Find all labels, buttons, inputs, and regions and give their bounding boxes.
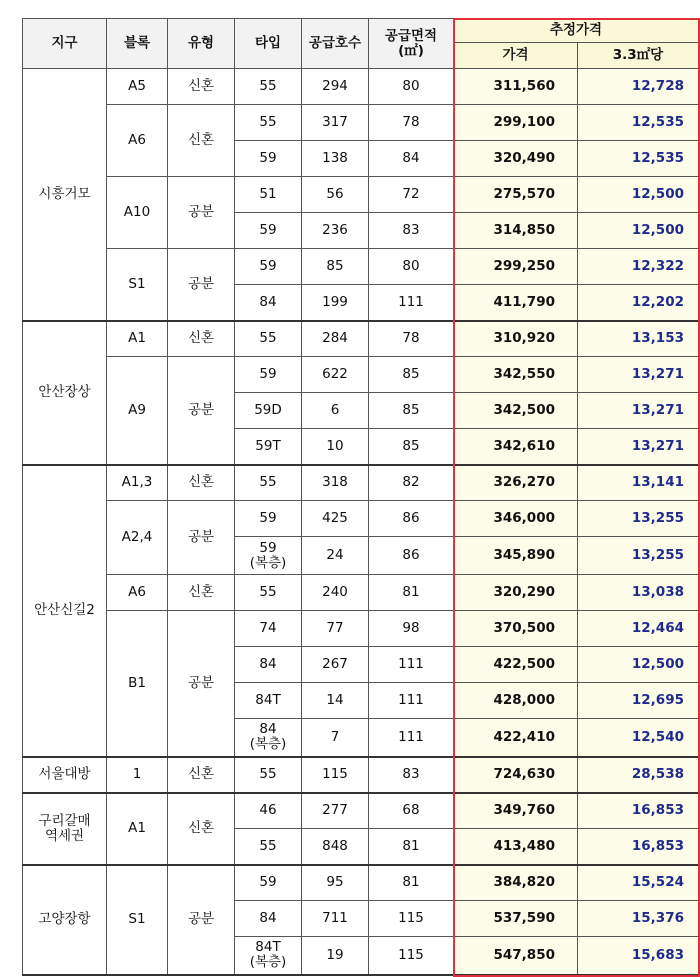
price-per-area-cell: 12,695 [578,683,699,719]
table-row [23,465,699,501]
price-cell: 299,100 [454,105,578,141]
unit-type-text: 59 [259,222,277,238]
price-per-area-cell: 15,376 [578,901,699,937]
supply-area-cell: 83 [369,757,454,793]
unit-type-text: (복층) [249,554,287,571]
price-cell: 346,000 [454,501,578,537]
supply-area-cell: 84 [369,141,454,177]
block-cell: B1 [107,611,168,757]
block-cell: A9 [107,357,168,465]
price-cell: 320,290 [454,575,578,611]
block-cell: S1 [107,865,168,975]
supply-count-cell: 294 [302,69,369,105]
block-cell: A6 [107,575,168,611]
estimated-price-table [22,18,699,976]
unit-type-cell [235,937,302,975]
supply-count-cell: 19 [302,937,369,975]
unit-type-text: 59 [259,539,277,556]
supply-area-cell: 80 [369,249,454,285]
block-cell: A10 [107,177,168,249]
price-cell: 342,610 [454,429,578,465]
price-per-area-cell: 12,535 [578,141,699,177]
supply-count-cell: 138 [302,141,369,177]
block-cell: S1 [107,249,168,321]
table-row [23,105,699,141]
supply-count-cell: 77 [302,611,369,647]
unit-type-cell [235,537,302,575]
price-per-area-cell: 13,153 [578,321,699,357]
price-cell: 422,410 [454,719,578,757]
price-cell: 299,250 [454,249,578,285]
unit-type-cell [235,69,302,105]
unit-type-text: 51 [259,186,277,202]
price-per-area-cell: 13,141 [578,465,699,501]
table-row [23,611,699,647]
price-per-area-cell: 12,322 [578,249,699,285]
header-price-per-area: 3.3㎡당 [578,43,699,69]
district-cell [23,865,107,975]
header-supply-area-label: 공급면적 [384,27,438,44]
supply-area-cell: 85 [369,393,454,429]
unit-type-cell [235,393,302,429]
supply-count-cell: 425 [302,501,369,537]
unit-type-cell [235,465,302,501]
price-cell: 537,590 [454,901,578,937]
district-name: 안산신길2 [34,602,95,618]
supply-area-cell: 111 [369,647,454,683]
table-row [23,757,699,793]
price-cell: 428,000 [454,683,578,719]
supply-area-cell: 78 [369,105,454,141]
supply-type-cell: 공분 [168,177,235,249]
supply-type-cell: 신혼 [168,575,235,611]
price-cell: 342,550 [454,357,578,393]
price-per-area-cell: 16,853 [578,793,699,829]
price-per-area-cell: 12,202 [578,285,699,321]
district-name: 시흥거모 [38,185,91,202]
block-cell: A1 [107,321,168,357]
unit-type-cell [235,321,302,357]
district-name: 고양장항 [38,911,91,927]
price-per-area-cell: 28,538 [578,757,699,793]
unit-type-text: 59 [259,258,277,274]
supply-area-cell: 86 [369,537,454,575]
district-cell [23,465,107,757]
unit-type-text: 55 [259,114,277,130]
supply-type-cell: 공분 [168,865,235,975]
supply-area-cell: 98 [369,611,454,647]
unit-type-cell [235,829,302,865]
price-per-area-cell: 12,500 [578,647,699,683]
unit-type-cell [235,501,302,537]
unit-type-text: 74 [259,620,277,636]
supply-area-cell: 81 [369,829,454,865]
header-estimated-price: 추정가격 [454,19,699,43]
header-block: 블록 [107,19,168,69]
price-cell: 311,560 [454,69,578,105]
supply-count-cell: 236 [302,213,369,249]
price-per-area-cell: 13,038 [578,575,699,611]
supply-count-cell: 10 [302,429,369,465]
table-row [23,249,699,285]
price-per-area-cell: 12,728 [578,69,699,105]
block-cell: 1 [107,757,168,793]
supply-count-cell: 317 [302,105,369,141]
unit-type-text: 84 [259,721,277,738]
unit-type-cell [235,647,302,683]
table-row [23,177,699,213]
unit-type-cell [235,865,302,901]
unit-type-cell [235,793,302,829]
header-price: 가격 [454,43,578,69]
price-per-area-cell: 12,540 [578,719,699,757]
header-supply-count: 공급호수 [302,19,369,69]
supply-area-cell: 86 [369,501,454,537]
price-per-area-cell: 13,255 [578,501,699,537]
supply-type-cell: 신혼 [168,321,235,357]
unit-type-cell [235,213,302,249]
unit-type-cell [235,105,302,141]
supply-count-cell: 277 [302,793,369,829]
unit-type-text: 84 [259,293,277,310]
header-supply-area-unit: (㎡) [398,42,424,59]
price-cell: 275,570 [454,177,578,213]
price-per-area-cell: 12,500 [578,213,699,249]
price-per-area-cell: 13,255 [578,537,699,575]
price-cell: 411,790 [454,285,578,321]
price-per-area-cell: 13,271 [578,357,699,393]
unit-type-text: 84 [259,910,277,926]
price-per-area-cell: 12,535 [578,105,699,141]
district-cell [23,793,107,865]
district-name: 역세권 [44,827,85,844]
price-cell: 320,490 [454,141,578,177]
price-per-area-cell: 12,500 [578,177,699,213]
supply-count-cell: 7 [302,719,369,757]
unit-type-cell [235,177,302,213]
unit-type-text: (복층) [249,736,287,753]
unit-type-text: 84T [255,939,281,956]
block-cell: A6 [107,105,168,177]
table-row [23,575,699,611]
district-cell [23,69,107,321]
supply-type-cell: 신혼 [168,69,235,105]
supply-type-cell: 공분 [168,611,235,757]
district-name: 서울대방 [38,766,91,782]
supply-area-cell: 111 [369,719,454,757]
supply-type-cell: 신혼 [168,465,235,501]
supply-type-cell: 신혼 [168,793,235,865]
district-name: 구리갈매 [38,812,91,829]
header-unit-type: 타입 [235,19,302,69]
supply-count-cell: 284 [302,321,369,357]
unit-type-cell [235,285,302,321]
block-cell: A1 [107,793,168,865]
supply-area-cell: 83 [369,213,454,249]
unit-type-text: 59 [259,366,277,382]
price-per-area-cell: 16,853 [578,829,699,865]
price-cell: 310,920 [454,321,578,357]
unit-type-text: 59T [255,437,281,454]
supply-count-cell: 267 [302,647,369,683]
price-per-area-cell: 12,464 [578,611,699,647]
district-name: 안산장상 [38,384,91,400]
price-table-container [22,18,699,976]
supply-count-cell: 95 [302,865,369,901]
unit-type-text: 55 [259,766,277,782]
supply-area-cell: 85 [369,429,454,465]
block-cell: A2,4 [107,501,168,575]
table-row [23,793,699,829]
price-per-area-cell: 13,271 [578,429,699,465]
unit-type-cell [235,141,302,177]
supply-area-cell: 115 [369,901,454,937]
unit-type-text: 84T [255,692,281,708]
price-cell: 547,850 [454,937,578,975]
unit-type-text: 55 [259,474,277,491]
unit-type-cell [235,719,302,757]
price-cell: 370,500 [454,611,578,647]
table-row [23,357,699,393]
supply-count-cell: 199 [302,285,369,321]
unit-type-cell [235,757,302,793]
supply-area-cell: 72 [369,177,454,213]
unit-type-text: 55 [259,584,277,600]
price-per-area-cell: 15,683 [578,937,699,975]
supply-count-cell: 318 [302,465,369,501]
supply-area-cell: 68 [369,793,454,829]
supply-area-cell: 81 [369,575,454,611]
supply-type-cell: 공분 [168,357,235,465]
unit-type-cell [235,249,302,285]
supply-count-cell: 24 [302,537,369,575]
supply-type-cell: 신혼 [168,105,235,177]
block-cell: A5 [107,69,168,105]
supply-count-cell: 115 [302,757,369,793]
price-per-area-cell: 15,524 [578,865,699,901]
unit-type-cell [235,901,302,937]
unit-type-text: 84 [259,656,277,672]
supply-count-cell: 14 [302,683,369,719]
unit-type-text: 59 [259,150,277,166]
supply-area-cell: 111 [369,683,454,719]
unit-type-text: 55 [259,78,277,94]
supply-count-cell: 711 [302,901,369,937]
supply-area-cell: 85 [369,357,454,393]
unit-type-text: 59 [259,874,277,891]
unit-type-cell [235,357,302,393]
price-per-area-cell: 13,271 [578,393,699,429]
unit-type-cell [235,429,302,465]
price-cell: 349,760 [454,793,578,829]
unit-type-text: 46 [259,802,277,819]
supply-area-cell: 111 [369,285,454,321]
district-cell [23,321,107,465]
unit-type-text: 55 [259,330,277,347]
table-row [23,69,699,105]
supply-area-cell: 80 [369,69,454,105]
header-district: 지구 [23,19,107,69]
price-cell: 314,850 [454,213,578,249]
table-row [23,865,699,901]
header-supply-area [369,19,454,69]
supply-area-cell: 82 [369,465,454,501]
table-row [23,321,699,357]
supply-count-cell: 622 [302,357,369,393]
price-cell: 384,820 [454,865,578,901]
price-cell: 345,890 [454,537,578,575]
supply-count-cell: 6 [302,393,369,429]
supply-count-cell: 85 [302,249,369,285]
price-cell: 724,630 [454,757,578,793]
supply-type-cell: 공분 [168,249,235,321]
unit-type-text: 59 [259,510,277,526]
unit-type-cell [235,611,302,647]
unit-type-text: 55 [259,837,277,854]
header-type: 유형 [168,19,235,69]
supply-count-cell: 240 [302,575,369,611]
supply-type-cell: 공분 [168,501,235,575]
supply-area-cell: 115 [369,937,454,975]
district-cell [23,757,107,793]
table-row [23,501,699,537]
block-cell: A1,3 [107,465,168,501]
supply-area-cell: 78 [369,321,454,357]
table-body [23,69,699,975]
supply-type-cell: 신혼 [168,757,235,793]
price-cell: 422,500 [454,647,578,683]
price-cell: 326,270 [454,465,578,501]
unit-type-text: 59D [254,402,282,418]
price-cell: 342,500 [454,393,578,429]
price-cell: 413,480 [454,829,578,865]
supply-count-cell: 56 [302,177,369,213]
unit-type-cell [235,683,302,719]
unit-type-text: (복층) [249,954,287,971]
supply-area-cell: 81 [369,865,454,901]
supply-count-cell: 848 [302,829,369,865]
unit-type-cell [235,575,302,611]
